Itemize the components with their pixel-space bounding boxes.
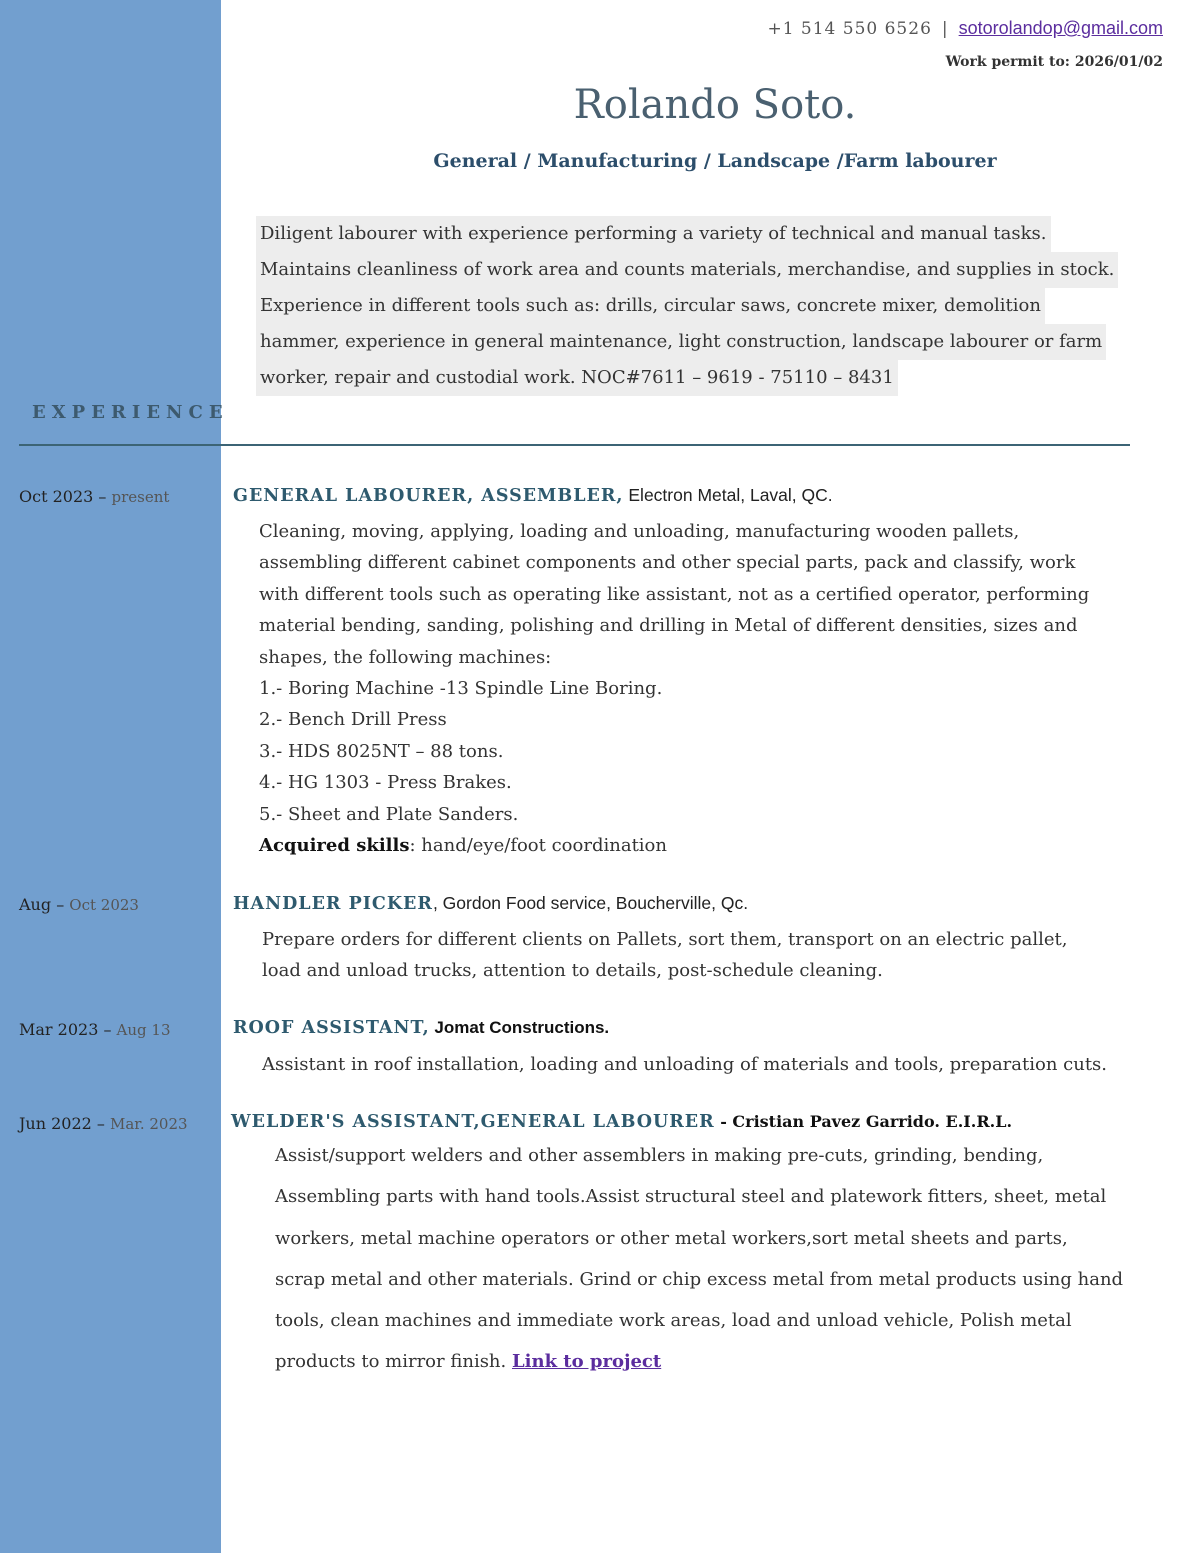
skills-value: : hand/eye/foot coordination <box>409 835 667 857</box>
job-title <box>233 485 833 506</box>
phone-number: +1 514 550 6526 <box>767 19 932 39</box>
sidebar <box>0 0 221 1553</box>
desc-line: assembling different cabinet components and other special parts, pack and classify, work <box>259 552 1076 574</box>
job-role: HANDLER PICKER <box>233 894 433 914</box>
job-title <box>231 1112 1012 1132</box>
desc-line: Assembling parts with hand tools.Assist structural steel and platework fitters, sheet, metal <box>275 1186 1107 1208</box>
desc-line: with different tools such as operating like assistant, not as a certified operator, performing <box>259 583 1090 605</box>
email-link[interactable]: sotorolandop@gmail.com <box>958 18 1163 38</box>
desc-line: 1.- Boring Machine -13 Spindle Line Boring. <box>259 678 663 700</box>
desc-line: shapes, the following machines: <box>259 646 552 668</box>
summary-line: Maintains cleanliness of work area and counts materials, merchandise, and supplies in stock. <box>256 252 1118 288</box>
job-description <box>259 516 1089 861</box>
job-description <box>262 1049 1107 1080</box>
job-date <box>19 487 169 506</box>
desc-line: tools, clean machines and immediate work areas, load and unload vehicle, Polish metal <box>275 1310 1072 1332</box>
job-description <box>262 924 1067 987</box>
desc-line: load and unload trucks, attention to details, post-schedule cleaning. <box>262 960 883 982</box>
date-end: Aug 13 <box>116 1021 171 1039</box>
desc-line: Cleaning, moving, applying, loading and unloading, manufacturing wooden pallets, <box>259 521 1020 542</box>
job-employer: Jomat Constructions. <box>429 1018 610 1037</box>
job-date <box>19 895 139 914</box>
desc-line: 4.- HG 1303 - Press Brakes. <box>259 772 512 794</box>
date-start: Aug – <box>19 895 70 914</box>
project-link[interactable]: Link to project <box>511 1351 662 1373</box>
date-end: present <box>111 488 170 506</box>
desc-line: material bending, sanding, polishing and drilling in Metal of different densities, sizes and <box>259 615 1078 637</box>
desc-line: workers, metal machine operators or other metal workers,sort metal sheets and parts, <box>275 1227 1068 1249</box>
work-permit: Work permit to: 2026/01/02 <box>945 54 1163 70</box>
job-role: WELDER'S ASSISTANT,GENERAL LABOURER <box>231 1112 715 1132</box>
desc-line: 5.- Sheet and Plate Sanders. <box>259 803 519 825</box>
job-title <box>233 1018 609 1038</box>
desc-line-with-link <box>275 1341 1123 1382</box>
skills-label: Acquired skills <box>259 835 410 857</box>
contact-separator: | <box>941 19 949 39</box>
job-description <box>275 1135 1123 1383</box>
date-start: Oct 2023 – <box>19 487 112 506</box>
job-subtitle: General / Manufacturing / Landscape /Farm labourer <box>433 150 997 172</box>
job-title <box>233 893 748 914</box>
contact-line <box>767 18 1163 39</box>
date-end: Oct 2023 <box>69 896 139 914</box>
experience-heading: EXPERIENCE <box>32 402 229 423</box>
job-date <box>19 1114 188 1133</box>
desc-line: scrap metal and other materials. Grind or chip excess metal from metal products using hand <box>275 1268 1124 1290</box>
date-end: Mar. 2023 <box>110 1115 188 1133</box>
summary-line: hammer, experience in general maintenance, light construction, landscape labourer or farm <box>256 324 1106 360</box>
job-role: ROOF ASSISTANT, <box>233 1018 430 1038</box>
desc-line: 3.- HDS 8025NT – 88 tons. <box>259 740 504 762</box>
desc-line: 2.- Bench Drill Press <box>259 709 447 731</box>
job-employer: - Cristian Pavez Garrido. E.I.R.L. <box>714 1112 1013 1131</box>
desc-line: products to mirror finish. <box>275 1351 512 1373</box>
job-role: GENERAL LABOURER, ASSEMBLER, <box>233 486 624 506</box>
desc-line: Assist/support welders and other assemblers in making pre-cuts, grinding, bending, <box>275 1145 1044 1166</box>
summary-line: Experience in different tools such as: drills, circular saws, concrete mixer, demolition <box>256 288 1045 324</box>
candidate-name: Rolando Soto. <box>573 82 857 128</box>
summary-line: worker, repair and custodial work. NOC#7611 – 9619 - 75110 – 8431 <box>256 360 898 396</box>
job-employer: Electron Metal, Laval, QC. <box>623 485 833 505</box>
date-start: Mar 2023 – <box>19 1020 117 1039</box>
summary-line: Diligent labourer with experience performing a variety of technical and manual tasks. <box>256 216 1051 252</box>
desc-line: Assistant in roof installation, loading and unloading of materials and tools, preparation cuts. <box>262 1054 1108 1075</box>
divider <box>19 444 1130 446</box>
skills-line <box>259 830 1089 861</box>
job-date <box>19 1020 171 1039</box>
date-start: Jun 2022 – <box>19 1114 110 1133</box>
job-employer: , Gordon Food service, Boucherville, Qc. <box>432 893 749 913</box>
summary <box>256 216 1126 396</box>
desc-line: Prepare orders for different clients on Pallets, sort them, transport on an electric pallet, <box>262 929 1068 950</box>
